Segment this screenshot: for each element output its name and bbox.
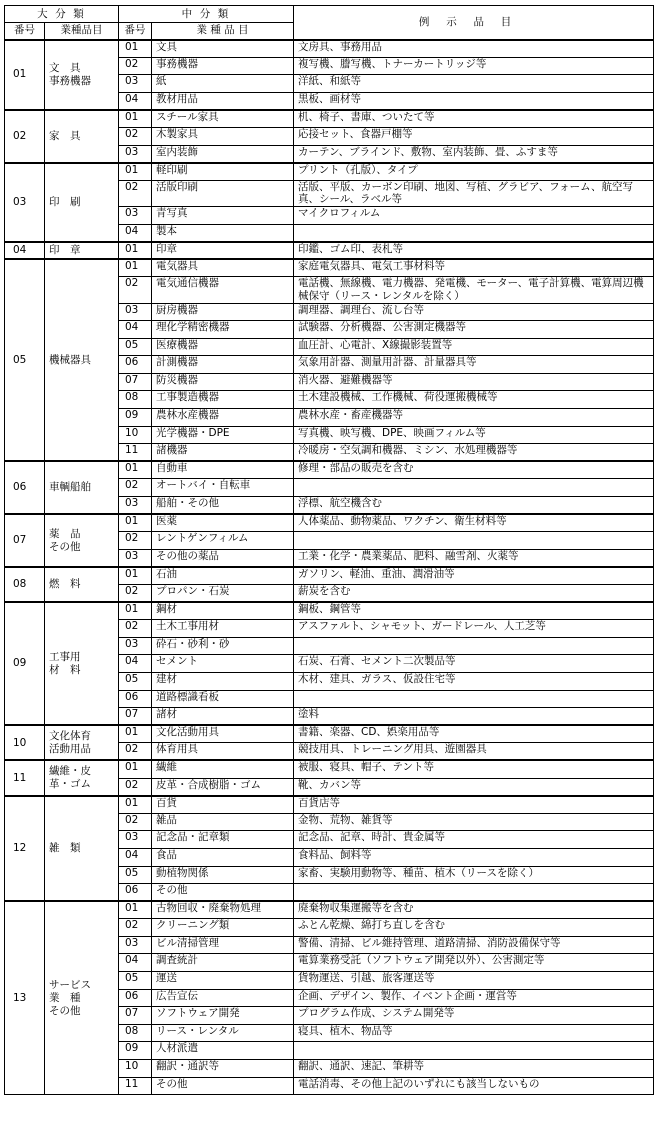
table-row	[5, 901, 654, 919]
middle-name: 軽印刷	[152, 163, 294, 181]
middle-number: 08	[119, 1024, 152, 1042]
table-row	[5, 567, 654, 585]
middle-number: 11	[119, 1077, 152, 1095]
example-items: 百貨店等	[294, 796, 654, 814]
example-items: プログラム作成、システム開発等	[294, 1007, 654, 1025]
middle-number: 01	[119, 514, 152, 532]
middle-number: 06	[119, 989, 152, 1007]
table-row	[5, 110, 654, 128]
middle-name: その他	[152, 884, 294, 902]
major-number: 07	[5, 514, 45, 567]
middle-number: 11	[119, 444, 152, 462]
middle-number: 01	[119, 760, 152, 778]
middle-number: 06	[119, 884, 152, 902]
example-items: 黒板、画材等	[294, 92, 654, 110]
example-items: 印鑑、ゴム印、表札等	[294, 242, 654, 260]
middle-number: 10	[119, 1060, 152, 1078]
middle-name: 教材用品	[152, 92, 294, 110]
middle-name: 電気通信機器	[152, 277, 294, 303]
middle-name: 砕石・砂利・砂	[152, 637, 294, 655]
middle-name: 皮革・合成樹脂・ゴム	[152, 778, 294, 796]
middle-number: 07	[119, 708, 152, 726]
middle-number: 05	[119, 866, 152, 884]
middle-number: 01	[119, 461, 152, 479]
middle-number: 03	[119, 637, 152, 655]
middle-number: 04	[119, 321, 152, 339]
middle-number: 01	[119, 40, 152, 58]
middle-number: 03	[119, 145, 152, 163]
example-items: 電話消毒、その他上記のいずれにも該当しないもの	[294, 1077, 654, 1095]
major-number: 08	[5, 567, 45, 602]
example-items: 浮標、航空機含む	[294, 497, 654, 515]
middle-name: 室内装飾	[152, 145, 294, 163]
major-name: サービス 業 種 その他	[45, 901, 119, 1095]
middle-number: 07	[119, 1007, 152, 1025]
header-row-top	[5, 6, 654, 23]
example-items: 机、椅子、書庫、ついたて等	[294, 110, 654, 128]
example-items: 冷暖房・空気調和機器、ミシン、水処理機器等	[294, 444, 654, 462]
category-table	[4, 5, 654, 1095]
middle-name: 光学機器・DPE	[152, 426, 294, 444]
middle-number: 09	[119, 1042, 152, 1060]
middle-name: 翻訳・通訳等	[152, 1060, 294, 1078]
middle-name: 工事製造機器	[152, 391, 294, 409]
middle-name: レントゲンフィルム	[152, 532, 294, 550]
example-items: 農林水産・畜産機器等	[294, 409, 654, 427]
middle-name: 厨房機器	[152, 303, 294, 321]
middle-number: 03	[119, 831, 152, 849]
middle-number: 02	[119, 778, 152, 796]
middle-number: 03	[119, 303, 152, 321]
header-major: 大 分 類	[5, 6, 119, 23]
table-row	[5, 514, 654, 532]
example-items: 競技用具、トレーニング用具、遊園器具	[294, 743, 654, 761]
example-items: プリント（孔版）、タイプ	[294, 163, 654, 181]
middle-name: その他の薬品	[152, 549, 294, 567]
middle-number: 01	[119, 567, 152, 585]
middle-name: 石油	[152, 567, 294, 585]
major-number: 05	[5, 259, 45, 461]
middle-name: 事務機器	[152, 57, 294, 75]
header-major-item: 業種品目	[45, 23, 119, 40]
example-items: カーテン、ブラインド、敷物、室内装飾、畳、ふすま等	[294, 145, 654, 163]
example-items: 文房具、事務用品	[294, 40, 654, 58]
example-items: 応接セット、食器戸棚等	[294, 127, 654, 145]
middle-name: 人材派遣	[152, 1042, 294, 1060]
major-name: 工事用 材 料	[45, 602, 119, 725]
major-number: 13	[5, 901, 45, 1095]
example-items: 工業・化学・農業薬品、肥料、融雪剤、火薬等	[294, 549, 654, 567]
middle-number: 06	[119, 356, 152, 374]
middle-name: 活版印刷	[152, 180, 294, 206]
example-items: 塗料	[294, 708, 654, 726]
table-row	[5, 242, 654, 260]
middle-name: ソフトウェア開発	[152, 1007, 294, 1025]
example-items: 家畜、実験用動物等、種苗、植木（リースを除く）	[294, 866, 654, 884]
middle-name: 諸材	[152, 708, 294, 726]
middle-name: 自動車	[152, 461, 294, 479]
example-items	[294, 224, 654, 242]
example-items: 試験器、分析機器、公害測定機器等	[294, 321, 654, 339]
example-items: 家庭電気器具、電気工事材料等	[294, 259, 654, 277]
middle-number: 02	[119, 277, 152, 303]
example-items: ふとん乾燥、綿打ち直しを含む	[294, 919, 654, 937]
major-name: 印 刷	[45, 163, 119, 242]
major-name: 雑 類	[45, 796, 119, 902]
example-items: 薪炭を含む	[294, 585, 654, 603]
major-number: 11	[5, 760, 45, 795]
example-items: 記念品、記章、時計、貴金属等	[294, 831, 654, 849]
middle-number: 06	[119, 690, 152, 708]
example-items: 鋼板、鋼管等	[294, 602, 654, 620]
middle-name: 建材	[152, 672, 294, 690]
table-row	[5, 259, 654, 277]
example-items: 貨物運送、引越、旅客運送等	[294, 972, 654, 990]
example-items	[294, 884, 654, 902]
header-examples: 例示品目	[294, 6, 654, 40]
middle-number: 05	[119, 672, 152, 690]
table-row	[5, 461, 654, 479]
middle-number: 02	[119, 585, 152, 603]
example-items	[294, 637, 654, 655]
example-items: 翻訳、通訳、速記、筆耕等	[294, 1060, 654, 1078]
middle-name: 運送	[152, 972, 294, 990]
middle-number: 09	[119, 409, 152, 427]
major-name: 文化体育 活動用品	[45, 725, 119, 760]
example-items: 企画、デザイン、製作、イベント企画・運営等	[294, 989, 654, 1007]
major-number: 03	[5, 163, 45, 242]
example-items: 電算業務受託（ソフトウェア開発以外）、公害測定等	[294, 954, 654, 972]
table-row	[5, 796, 654, 814]
example-items: 被服、寝具、帽子、テント等	[294, 760, 654, 778]
middle-number: 10	[119, 426, 152, 444]
major-name: 文 具 事務機器	[45, 40, 119, 110]
middle-name: 雑品	[152, 813, 294, 831]
example-items: 金物、荒物、雑貨等	[294, 813, 654, 831]
middle-number: 05	[119, 972, 152, 990]
middle-number: 02	[119, 743, 152, 761]
middle-number: 01	[119, 242, 152, 260]
middle-name: オートバイ・自転車	[152, 479, 294, 497]
middle-name: 農林水産機器	[152, 409, 294, 427]
middle-number: 01	[119, 725, 152, 743]
example-items	[294, 690, 654, 708]
example-items: 廃棄物収集運搬等を含む	[294, 901, 654, 919]
middle-number: 02	[119, 620, 152, 638]
middle-number: 01	[119, 901, 152, 919]
example-items: 複写機、謄写機、トナーカートリッジ等	[294, 57, 654, 75]
table-row	[5, 163, 654, 181]
middle-name: 文化活動用具	[152, 725, 294, 743]
major-number: 02	[5, 110, 45, 163]
middle-number: 01	[119, 602, 152, 620]
middle-name: 動植物関係	[152, 866, 294, 884]
middle-name: 食品	[152, 848, 294, 866]
major-name: 繊維・皮 革・ゴム	[45, 760, 119, 795]
middle-number: 03	[119, 75, 152, 93]
example-items: 洋紙、和紙等	[294, 75, 654, 93]
example-items: 活版、平版、カーボン印刷、地図、写植、グラビア、フォーム、航空写真、シール、ラベル等	[294, 180, 654, 206]
middle-name: 製本	[152, 224, 294, 242]
example-items: マイクロフィルム	[294, 206, 654, 224]
middle-number: 04	[119, 848, 152, 866]
table-row	[5, 40, 654, 58]
example-items: ガソリン、軽油、重油、潤滑油等	[294, 567, 654, 585]
header-major-num: 番号	[5, 23, 45, 40]
middle-number: 02	[119, 127, 152, 145]
example-items	[294, 479, 654, 497]
example-items: 電話機、無線機、電力機器、発電機、モーター、電子計算機、電算周辺機械保守（リース・レンタルを除く）	[294, 277, 654, 303]
major-number: 01	[5, 40, 45, 110]
middle-name: 広告宣伝	[152, 989, 294, 1007]
middle-name: セメント	[152, 655, 294, 673]
example-items: 血圧計、心電計、X線撮影装置等	[294, 338, 654, 356]
middle-name: 土木工事用材	[152, 620, 294, 638]
example-items	[294, 532, 654, 550]
middle-name: 諸機器	[152, 444, 294, 462]
example-items: 木材、建具、ガラス、仮設住宅等	[294, 672, 654, 690]
table-row	[5, 602, 654, 620]
example-items: 消火器、避難機器等	[294, 373, 654, 391]
major-number: 04	[5, 242, 45, 260]
middle-name: 文具	[152, 40, 294, 58]
middle-number: 02	[119, 919, 152, 937]
middle-number: 04	[119, 954, 152, 972]
example-items: 靴、カバン等	[294, 778, 654, 796]
middle-number: 03	[119, 497, 152, 515]
header-middle-num: 番号	[119, 23, 152, 40]
middle-number: 03	[119, 936, 152, 954]
middle-name: 鋼材	[152, 602, 294, 620]
middle-name: 記念品・記章類	[152, 831, 294, 849]
middle-name: スチール家具	[152, 110, 294, 128]
middle-number: 01	[119, 163, 152, 181]
header-middle-item: 業 種 品 目	[152, 23, 294, 40]
middle-name: その他	[152, 1077, 294, 1095]
middle-name: 紙	[152, 75, 294, 93]
middle-name: 調査統計	[152, 954, 294, 972]
middle-name: 体育用具	[152, 743, 294, 761]
table-row	[5, 760, 654, 778]
example-items: アスファルト、シャモット、ガードレール、人工芝等	[294, 620, 654, 638]
middle-number: 01	[119, 110, 152, 128]
major-number: 10	[5, 725, 45, 760]
middle-name: 木製家具	[152, 127, 294, 145]
example-items: 石炭、石膏、セメント二次製品等	[294, 655, 654, 673]
middle-name: 百貨	[152, 796, 294, 814]
major-name: 印 章	[45, 242, 119, 260]
middle-name: リース・レンタル	[152, 1024, 294, 1042]
example-items: 修理・部品の販売を含む	[294, 461, 654, 479]
major-number: 09	[5, 602, 45, 725]
middle-number: 02	[119, 180, 152, 206]
major-name: 薬 品 その他	[45, 514, 119, 567]
middle-number: 02	[119, 479, 152, 497]
example-items: 土木建設機械、工作機械、荷役運搬機械等	[294, 391, 654, 409]
major-name: 機械器具	[45, 259, 119, 461]
example-items: 食料品、飼料等	[294, 848, 654, 866]
middle-number: 02	[119, 532, 152, 550]
middle-number: 07	[119, 373, 152, 391]
middle-name: 繊維	[152, 760, 294, 778]
middle-number: 04	[119, 224, 152, 242]
example-items: 気象用計器、測量用計器、計量器具等	[294, 356, 654, 374]
middle-name: 防災機器	[152, 373, 294, 391]
middle-number: 01	[119, 259, 152, 277]
example-items: 調理器、調理台、流し台等	[294, 303, 654, 321]
middle-number: 01	[119, 796, 152, 814]
middle-number: 02	[119, 57, 152, 75]
example-items	[294, 1042, 654, 1060]
middle-name: 電気器具	[152, 259, 294, 277]
major-name: 燃 料	[45, 567, 119, 602]
middle-number: 04	[119, 655, 152, 673]
middle-name: プロパン・石炭	[152, 585, 294, 603]
example-items: 寝具、植木、物品等	[294, 1024, 654, 1042]
middle-number: 03	[119, 549, 152, 567]
middle-number: 03	[119, 206, 152, 224]
middle-name: クリーニング類	[152, 919, 294, 937]
major-name: 家 具	[45, 110, 119, 163]
middle-name: 理化学精密機器	[152, 321, 294, 339]
table-row	[5, 725, 654, 743]
middle-name: 古物回収・廃棄物処理	[152, 901, 294, 919]
header-middle: 中 分 類	[119, 6, 294, 23]
example-items: 書籍、楽器、CD、娯楽用品等	[294, 725, 654, 743]
middle-number: 02	[119, 813, 152, 831]
middle-name: 医療機器	[152, 338, 294, 356]
middle-number: 04	[119, 92, 152, 110]
middle-name: ビル清掃管理	[152, 936, 294, 954]
middle-name: 印章	[152, 242, 294, 260]
example-items: 警備、清掃、ビル維持管理、道路清掃、消防設備保守等	[294, 936, 654, 954]
major-name: 車輌船舶	[45, 461, 119, 514]
middle-number: 08	[119, 391, 152, 409]
middle-name: 道路標識看板	[152, 690, 294, 708]
example-items: 写真機、映写機、DPE、映画フィルム等	[294, 426, 654, 444]
major-number: 12	[5, 796, 45, 902]
middle-name: 計測機器	[152, 356, 294, 374]
middle-name: 医薬	[152, 514, 294, 532]
middle-name: 青写真	[152, 206, 294, 224]
example-items: 人体薬品、動物薬品、ワクチン、衛生材料等	[294, 514, 654, 532]
middle-name: 船舶・その他	[152, 497, 294, 515]
middle-number: 05	[119, 338, 152, 356]
major-number: 06	[5, 461, 45, 514]
